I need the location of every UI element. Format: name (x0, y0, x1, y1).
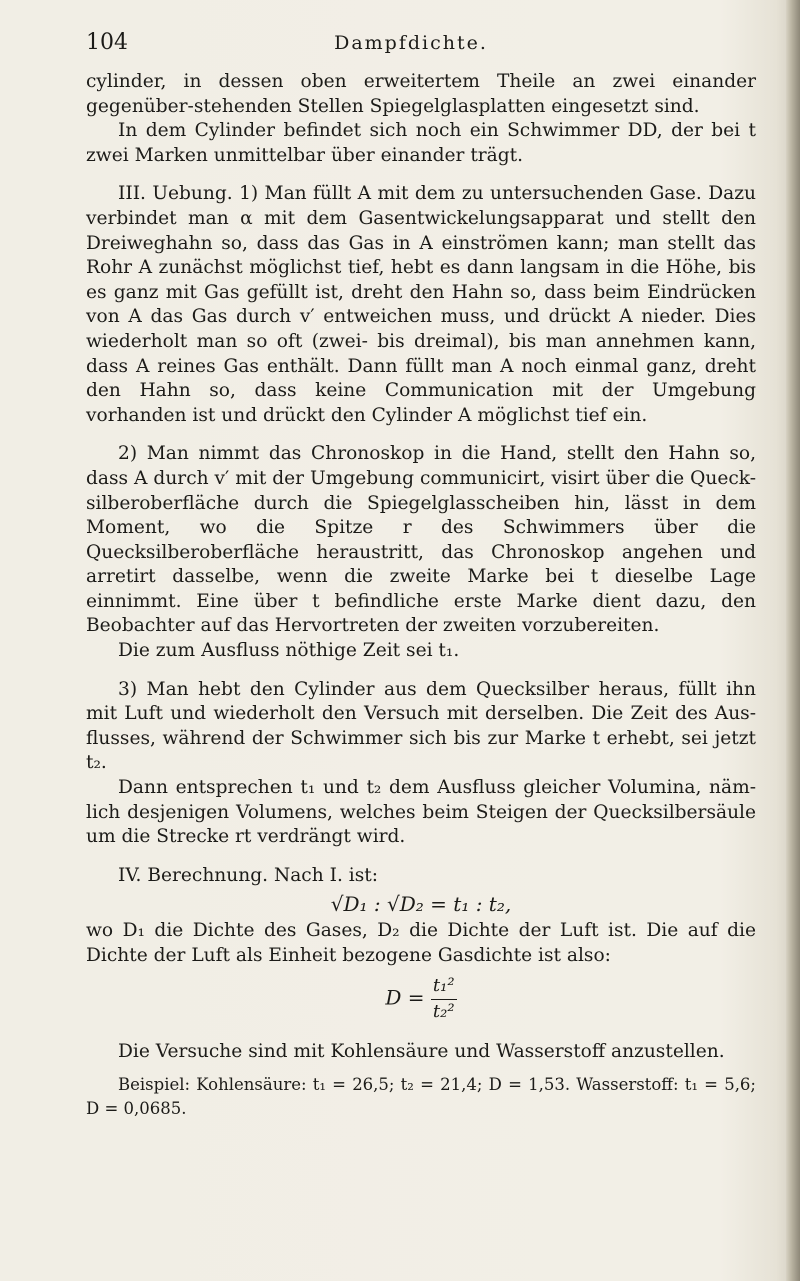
formula-density-fraction (431, 974, 457, 1024)
formula-root-ratio: √D₁ : √D₂ = t₁ : t₂, (330, 892, 512, 917)
paragraph-beispiel: Beispiel: Kohlensäure: t₁ = 26,5; t₂ = 21,4; D = 1,53. Wasserstoff: t₁ = 5,6; D = 0,0685. (86, 1074, 756, 1119)
page-header (86, 30, 736, 60)
paragraph-schwimmer: In dem Cylinder befindet sich noch ein Schwimmer DD, der bei t zwei Marken unmittelbar über einander trägt. (86, 120, 756, 166)
paragraph-zeit-t1: Die zum Ausfluss nöthige Zeit sei t₁. (118, 640, 460, 662)
formula-density (86, 974, 756, 1036)
page-edge (786, 0, 800, 1281)
paragraph-dichte: wo D₁ die Dichte des Gases, D₂ die Dichte der Luft ist. Die auf die Dichte der Luft als Einheit bezogene Gasdichte ist also: (86, 920, 756, 966)
paragraph-cylinder: cylinder, in dessen oben erweitertem Theile an zwei einander gegenüber-stehenden Stellen Spiegelglasplatten eingesetzt sind. (86, 71, 756, 117)
paragraph-volumina: Dann entsprechen t₁ und t₂ dem Ausfluss gleicher Volumina, näm-lich desjenigen Volumens, welches beim Steigen der Quecksilbersäule um die Strecke rt verdrängt wird. (86, 777, 756, 848)
fraction-numerator: t₁² (431, 974, 457, 1000)
running-title: Dampfdichte. (334, 32, 488, 54)
page-number: 104 (86, 30, 128, 55)
paragraph-versuche: Die Versuche sind mit Kohlensäure und Wasserstoff anzustellen. (118, 1041, 725, 1063)
formula-density-lhs: D = (385, 985, 425, 1010)
paragraph-uebung-2: 2) Man nimmt das Chronoskop in die Hand, stellt den Hahn so, dass A durch v′ mit der Umgebung communicirt, visirt über die Queck-silberoberfläche durch die Spiegelglasscheiben hin, lässt in dem Moment, wo die Spitze r des Schwimmers über die Quecksilberoberfläche heraustritt, das Chronoskop angehen und arretirt dasselbe, wenn die zweite Marke bei t dieselbe Lage einnimmt. Eine über t befindliche erste Marke dient dazu, den Beobachter auf das Hervortreten der zweiten vorzubereiten. (86, 443, 756, 637)
paragraph-uebung-3: 3) Man hebt den Cylinder aus dem Quecksilber heraus, füllt ihn mit Luft und wiederholt den Versuch mit derselben. Die Zeit des Aus-flusses, während der Schwimmer sich bis zur Marke t erhebt, sei jetzt t₂. (86, 678, 756, 774)
page-body (86, 70, 756, 1122)
paragraph-uebung-1: III. Uebung. 1) Man füllt A mit dem zu untersuchenden Gase. Dazu verbindet man α mit dem Gasentwickelungsapparat und stellt den Dreiweghahn so, dass das Gas in A einströmen kann; man stellt das Rohr A zunächst möglichst tief, hebt es dann langsam in die Höhe, bis es ganz mit Gas gefüllt ist, dreht den Hahn so, dass beim Eindrücken von A das Gas durch v′ entweichen muss, und drückt A nieder. Dies wiederholt man so oft (zwei- bis dreimal), bis man annehmen kann, dass A reines Gas enthält. Dann füllt man A noch einmal ganz, dreht den Hahn so, dass keine Communication mit der Umgebung vorhanden ist und drückt den Cylinder A möglichst tief ein. (86, 183, 756, 426)
section-berechnung: IV. Berechnung. Nach I. ist: (118, 864, 378, 886)
fraction-denominator: t₂² (432, 1000, 455, 1022)
